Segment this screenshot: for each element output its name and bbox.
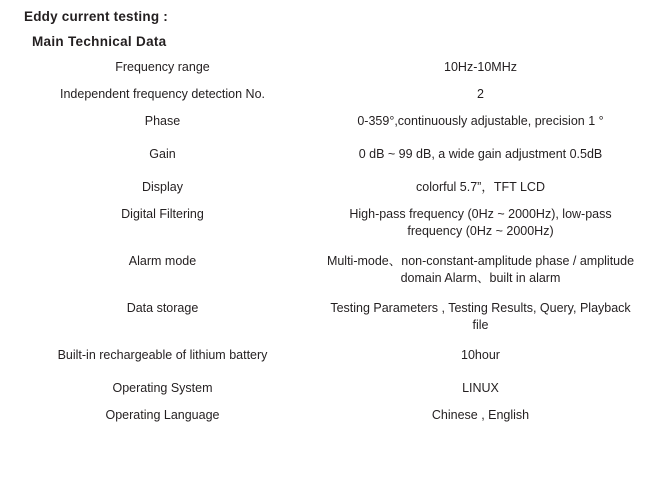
table-row <box>7 199 643 243</box>
table-row <box>7 106 643 133</box>
document-page <box>0 9 663 492</box>
spec-value: High-pass frequency (0Hz ~ 2000Hz), low-pass frequency (0Hz ~ 2000Hz) <box>349 207 612 238</box>
spec-value: Testing Parameters , Testing Results, Query, Playback file <box>330 301 631 332</box>
spec-label: Operating System <box>112 381 213 395</box>
spec-value: 2 <box>477 87 484 101</box>
table-row <box>7 133 643 166</box>
spec-label: Operating Language <box>105 408 220 422</box>
table-row <box>7 290 643 337</box>
table-row <box>7 337 643 367</box>
table-row <box>7 166 643 199</box>
spec-label: Phase <box>144 114 181 128</box>
specifications-table <box>7 56 643 427</box>
spec-value: 10Hz-10MHz <box>444 60 517 74</box>
spec-label: Built-in rechargeable of lithium battery <box>57 348 268 362</box>
spec-label: Data storage <box>126 301 199 315</box>
table-row <box>7 56 643 79</box>
spec-label: Independent frequency detection No. <box>59 87 265 101</box>
spec-value: Chinese , English <box>431 408 530 422</box>
page-title: Eddy current testing : <box>24 9 168 24</box>
spec-value: Multi-mode、non-constant-amplitude phase / amplitude domain Alarm、built in alarm <box>326 254 635 285</box>
spec-label: Display <box>142 180 183 194</box>
section-heading: Main Technical Data <box>32 34 167 49</box>
spec-value: LINUX <box>462 381 499 395</box>
table-row <box>7 367 643 400</box>
table-row <box>7 79 643 106</box>
spec-label: Frequency range <box>115 60 210 74</box>
spec-label: Alarm mode <box>128 254 197 268</box>
spec-value: colorful 5.7”，TFT LCD <box>416 180 545 194</box>
spec-value: 0 dB ~ 99 dB, a wide gain adjustment 0.5dB <box>358 147 603 161</box>
table-row <box>7 400 643 427</box>
spec-value: 10hour <box>461 348 500 362</box>
specifications-table-body <box>7 56 643 427</box>
spec-value: 0-359°,continuously adjustable, precision 1 ° <box>357 114 604 128</box>
spec-label: Gain <box>149 147 176 161</box>
table-row <box>7 243 643 290</box>
spec-label: Digital Filtering <box>121 207 204 221</box>
